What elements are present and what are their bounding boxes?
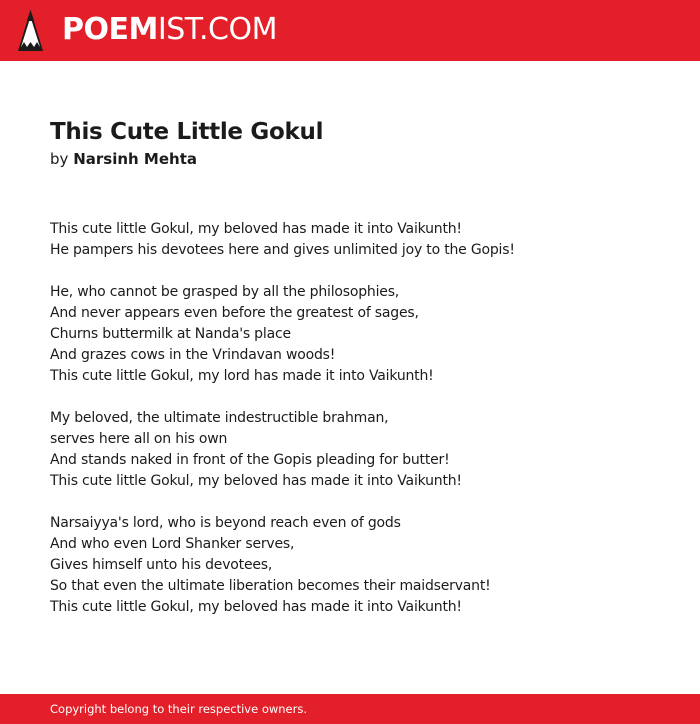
poem-line: serves here all on his own <box>50 431 228 447</box>
poem-line: And who even Lord Shanker serves, <box>50 536 295 552</box>
brand-bold-text: POEM <box>62 12 158 47</box>
pencil-tip-icon[interactable] <box>17 9 44 52</box>
poem-author: Narsinh Mehta <box>73 150 197 168</box>
site-header <box>0 0 700 61</box>
poem-line: He, who cannot be grasped by all the philosophies, <box>50 284 400 300</box>
poem-title: This Cute Little Gokul <box>50 119 324 145</box>
poem-line: He pampers his devotees here and gives unlimited joy to the Gopis! <box>50 242 515 258</box>
poem-line: This cute little Gokul, my lord has made it into Vaikunth! <box>50 368 434 384</box>
stanza-4 <box>50 513 670 618</box>
poem-line: And grazes cows in the Vrindavan woods! <box>50 347 336 363</box>
site-footer <box>0 694 700 724</box>
poem-line: Churns buttermilk at Nanda's place <box>50 326 291 342</box>
brand-light-text: IST.COM <box>157 12 277 47</box>
poem-line: And never appears even before the greatest of sages, <box>50 305 419 321</box>
stanza-3 <box>50 408 670 492</box>
by-label: by <box>50 150 69 168</box>
stanza-1 <box>50 219 670 261</box>
poem-line: This cute little Gokul, my beloved has made it into Vaikunth! <box>50 473 462 489</box>
poem-line: Gives himself unto his devotees, <box>50 557 273 573</box>
poem-byline <box>50 149 197 169</box>
poem-line: Narsaiyya's lord, who is beyond reach even of gods <box>50 515 401 531</box>
copyright-notice: Copyright belong to their respective owners. <box>50 702 308 716</box>
stanza-2 <box>50 282 670 387</box>
poem-line: So that even the ultimate liberation becomes their maidservant! <box>50 578 491 594</box>
poem-line: My beloved, the ultimate indestructible brahman, <box>50 410 389 426</box>
poem-line: And stands naked in front of the Gopis pleading for butter! <box>50 452 450 468</box>
poem-line: This cute little Gokul, my beloved has made it into Vaikunth! <box>50 599 462 615</box>
site-logo[interactable] <box>62 13 277 47</box>
poem-body <box>50 219 670 639</box>
poem-line: This cute little Gokul, my beloved has made it into Vaikunth! <box>50 221 462 237</box>
